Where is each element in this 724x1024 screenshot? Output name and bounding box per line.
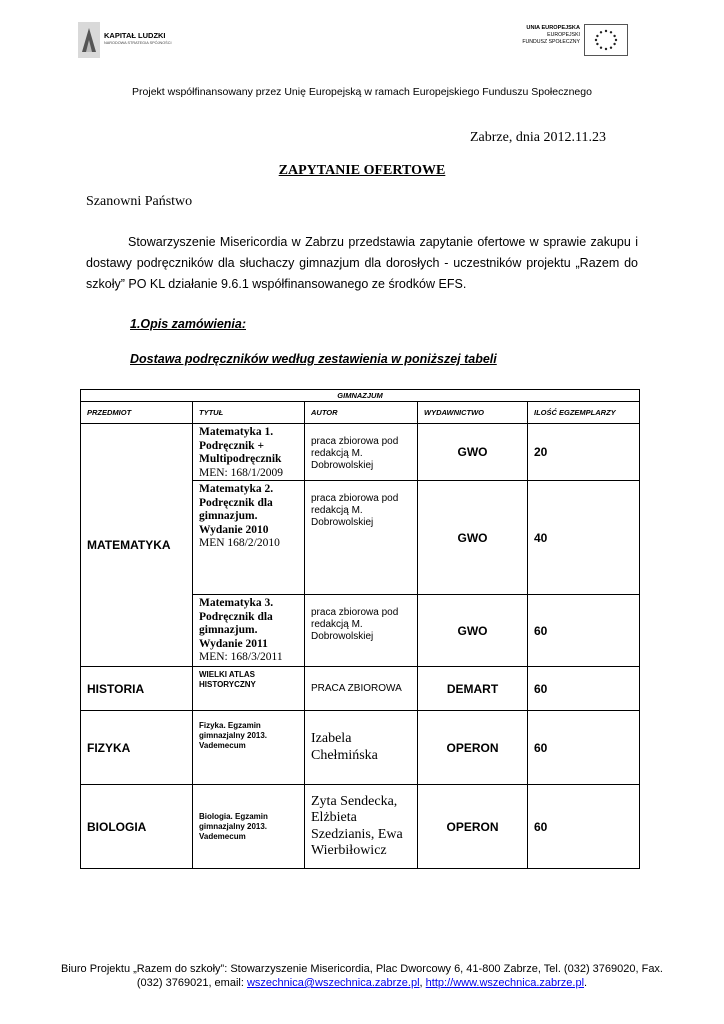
title-cell — [193, 481, 305, 595]
footer-website-link[interactable]: http://www.wszechnica.zabrze.pl — [425, 977, 585, 989]
kapital-ludzki-logo — [78, 22, 186, 62]
title-cell — [193, 595, 305, 667]
publisher-cell: DEMART — [418, 667, 528, 711]
section-delivery-heading: Dostawa podręczników według zestawienia w poniższej tabeli — [130, 352, 497, 366]
quantity-cell: 60 — [528, 667, 640, 711]
eu-logo-text — [522, 25, 580, 47]
table-column-header-row — [81, 402, 640, 424]
eu-logo-line2: EUROPEJSKI — [547, 32, 580, 39]
footer — [60, 962, 664, 990]
column-header-subject: PRZEDMIOT — [81, 402, 193, 424]
book-title: Matematyka 2. Podręcznik dla gimnazjum. Wydanie 2010 — [199, 483, 274, 536]
table-row — [81, 424, 640, 481]
publisher-cell: OPERON — [418, 711, 528, 785]
book-title: Matematyka 1. Podręcznik + Multipodręcznik — [199, 426, 282, 465]
kapital-ludzki-emblem-icon — [78, 22, 100, 58]
footer-end: . — [584, 977, 588, 989]
author-cell: PRACA ZBIOROWA — [305, 667, 418, 711]
subject-cell: BIOLOGIA — [81, 785, 193, 869]
kapital-ludzki-name: KAPITAŁ LUDZKI — [104, 31, 166, 40]
publisher-cell: OPERON — [418, 785, 528, 869]
eu-flag-icon — [584, 24, 628, 56]
title-cell — [193, 424, 305, 481]
author-cell: praca zbiorowa pod redakcją M. Dobrowolskiej — [305, 424, 418, 481]
kapital-ludzki-subtitle: NARODOWA STRATEGIA SPÓJNOŚCI — [104, 41, 172, 45]
author-cell: praca zbiorowa pod redakcją M. Dobrowolskiej — [305, 481, 418, 595]
table-row — [81, 667, 640, 711]
footer-separator: , — [419, 977, 426, 989]
letter-paragraph: Stowarzyszenie Misericordia w Zabrzu przedstawia zapytanie ofertowe w sprawie zakupu i dostawy podręczników dla słuchaczy gimnazjum dla dorosłych - uczestników projektu „Razem do szkoły” PO KL działanie 9.6.1 współfinansowanego ze środków EFS. — [86, 235, 638, 291]
letter-date: Zabrze, dnia 2012.11.23 — [470, 130, 606, 145]
title-cell: Biologia. Egzamin gimnazjalny 2013. Vademecum — [193, 785, 305, 869]
table-row — [81, 785, 640, 869]
subject-cell: MATEMATYKA — [81, 424, 193, 667]
author-cell: Zyta Sendecka, Elżbieta Szedzianis, Ewa Wierbiłowicz — [305, 785, 418, 869]
eu-logo-line1: UNIA EUROPEJSKA — [526, 25, 580, 31]
quantity-cell: 60 — [528, 785, 640, 869]
book-men-number: MEN: 168/3/2011 — [199, 651, 283, 663]
subject-cell: HISTORIA — [81, 667, 193, 711]
section-order-description: 1.Opis zamówienia: — [130, 317, 247, 331]
letter-greeting: Szanowni Państwo — [86, 194, 193, 209]
title-cell: Fizyka. Egzamin gimnazjalny 2013. Vademecum — [193, 711, 305, 785]
table-row — [81, 711, 640, 785]
subject-cell: FIZYKA — [81, 711, 193, 785]
book-men-number: MEN 168/2/2010 — [199, 537, 280, 549]
publisher-cell: GWO — [418, 595, 528, 667]
column-header-title: TYTUŁ — [193, 402, 305, 424]
quantity-cell: 60 — [528, 711, 640, 785]
textbook-table — [80, 389, 640, 869]
project-cofinancing-line: Projekt współfinansowany przez Unię Europejską w ramach Europejskiego Funduszu Społecznego — [132, 86, 592, 98]
eu-logo — [514, 22, 628, 58]
quantity-cell: 60 — [528, 595, 640, 667]
quantity-cell: 20 — [528, 424, 640, 481]
footer-address: Biuro Projektu „Razem do szkoły”: Stowarzyszenie Misericordia, Plac Dworcowy 6, 41-800 Zabrze, Tel. (032) 3769020, Fax. (032) 3769021, email: — [61, 963, 663, 989]
table-group-header-row — [81, 390, 640, 402]
book-men-number: MEN: 168/1/2009 — [199, 466, 284, 479]
title-cell: WIELKI ATLAS HISTORYCZNY — [193, 667, 305, 711]
column-header-author: AUTOR — [305, 402, 418, 424]
publisher-cell: GWO — [418, 424, 528, 481]
quantity-cell: 40 — [528, 481, 640, 595]
book-title: Matematyka 3. Podręcznik dla gimnazjum. Wydanie 2011 — [199, 597, 274, 650]
author-cell: praca zbiorowa pod redakcją M. Dobrowolskiej — [305, 595, 418, 667]
author-cell: Izabela Chełmińska — [305, 711, 418, 785]
letter-title: ZAPYTANIE OFERTOWE — [278, 163, 446, 178]
column-header-publisher: WYDAWNICTWO — [418, 402, 528, 424]
column-header-quantity: ILOŚĆ EGZEMPLARZY — [528, 402, 640, 424]
publisher-cell: GWO — [418, 481, 528, 595]
eu-logo-line3: FUNDUSZ SPOŁECZNY — [522, 39, 580, 46]
table-group-header: GIMNAZJUM — [81, 390, 640, 402]
footer-email-link[interactable]: wszechnica@wszechnica.zabrze.pl — [246, 977, 420, 989]
